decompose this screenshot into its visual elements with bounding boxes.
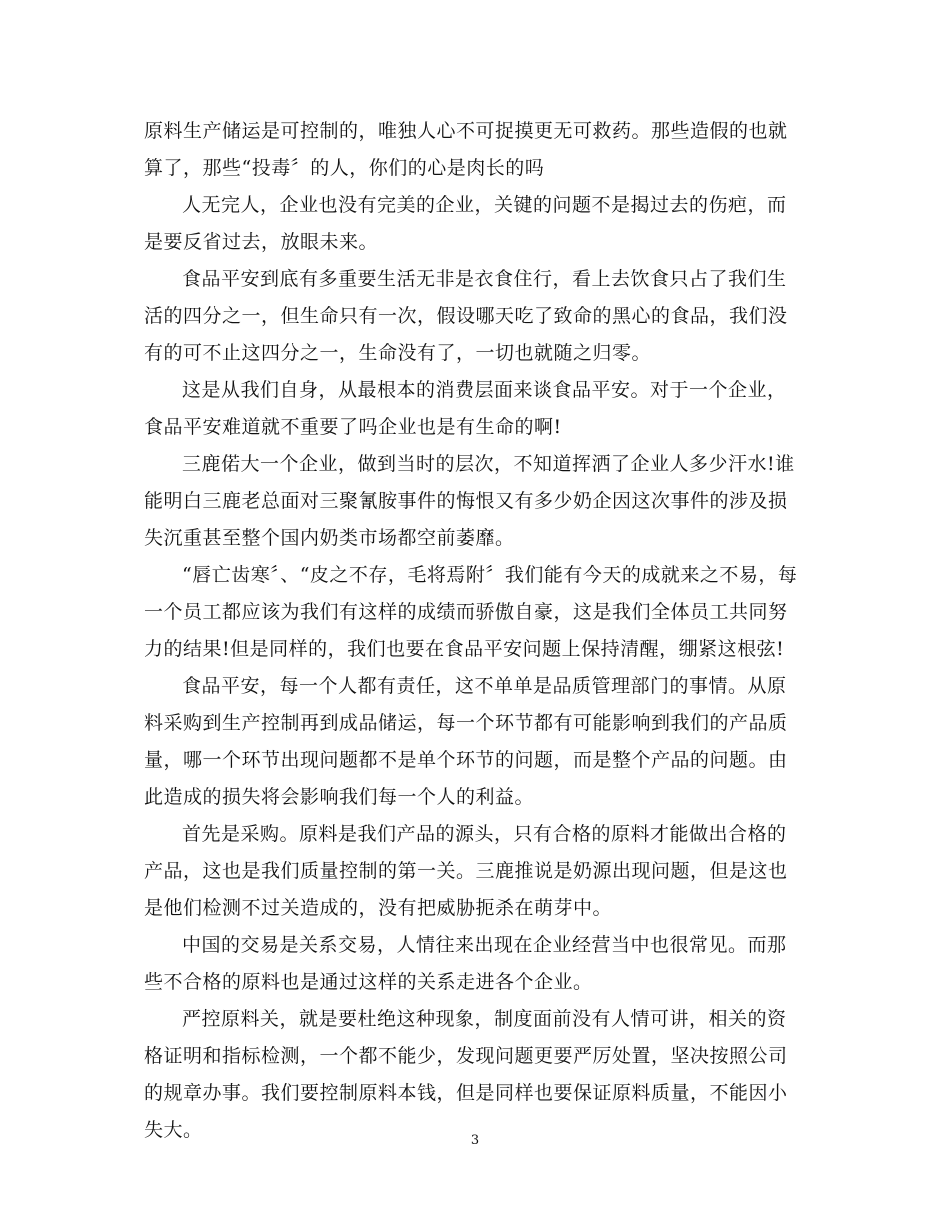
paragraph: 食品平安，每一个人都有责任，这不单单是品质管理部门的事情。从原料采购到生产控制再到成品储运，每一个环节都有可能影响到我们的产品质量，哪一个环节出现问题都不是单个环节的问题，而是整个产品的问题。由此造成的损失将会影响我们每一个人的利益。 <box>144 675 788 808</box>
paragraph: 严控原料关，就是要杜绝这种现象，制度面前没有人情可讲，相关的资格证明和指标检测，一个都不能少，发现问题更要严厉处置，坚决按照公司的规章办事。我们要控制原料本钱，但是同样也要保证原料质量，不能因小失大。 <box>144 1008 788 1141</box>
document-body <box>144 113 804 1149</box>
paragraph: “唇亡齿寒〞、“皮之不存，毛将焉附〞我们能有今天的成就来之不易，每一个员工都应该为我们有这样的成绩而骄傲自豪，这是我们全体员工共同努力的结果!但是同样的，我们也要在食品平安问题上保持清醒，绷紧这根弦! <box>144 564 798 660</box>
paragraph-continuation: 原料生产储运是可控制的，唯独人心不可捉摸更无可救药。那些造假的也就算了，那些“投毒〞的人，你们的心是肉长的吗 <box>144 120 788 179</box>
paragraph: 中国的交易是关系交易，人情往来出现在企业经营当中也很常见。而那些不合格的原料也是通过这样的关系走进各个企业。 <box>144 934 787 993</box>
paragraph: 这是从我们自身，从最根本的消费层面来谈食品平安。对于一个企业，食品平安难道就不重要了吗企业也是有生命的啊! <box>144 379 787 438</box>
paragraph: 人无完人，企业也没有完美的企业，关键的问题不是揭过去的伤疤，而是要反省过去，放眼未来。 <box>144 194 787 253</box>
paragraph: 食品平安到底有多重要生活无非是衣食住行，看上去饮食只占了我们生活的四分之一，但生命只有一次，假设哪天吃了致命的黑心的食品，我们没有的可不止这四分之一，生命没有了，一切也就随之归零。 <box>144 268 788 364</box>
paragraph: 首先是采购。原料是我们产品的源头，只有合格的原料才能做出合格的产品，这也是我们质量控制的第一关。三鹿推说是奶源出现问题，但是这也是他们检测不过关造成的，没有把威胁扼杀在萌芽中。 <box>144 823 788 919</box>
paragraph: 三鹿偌大一个企业，做到当时的层次，不知道挥洒了企业人多少汗水!谁能明白三鹿老总面对三聚氰胺事件的悔恨又有多少奶企因这次事件的涉及损失沉重甚至整个国内奶类市场都空前萎靡。 <box>144 453 795 549</box>
page-number: 3 <box>470 1133 480 1148</box>
